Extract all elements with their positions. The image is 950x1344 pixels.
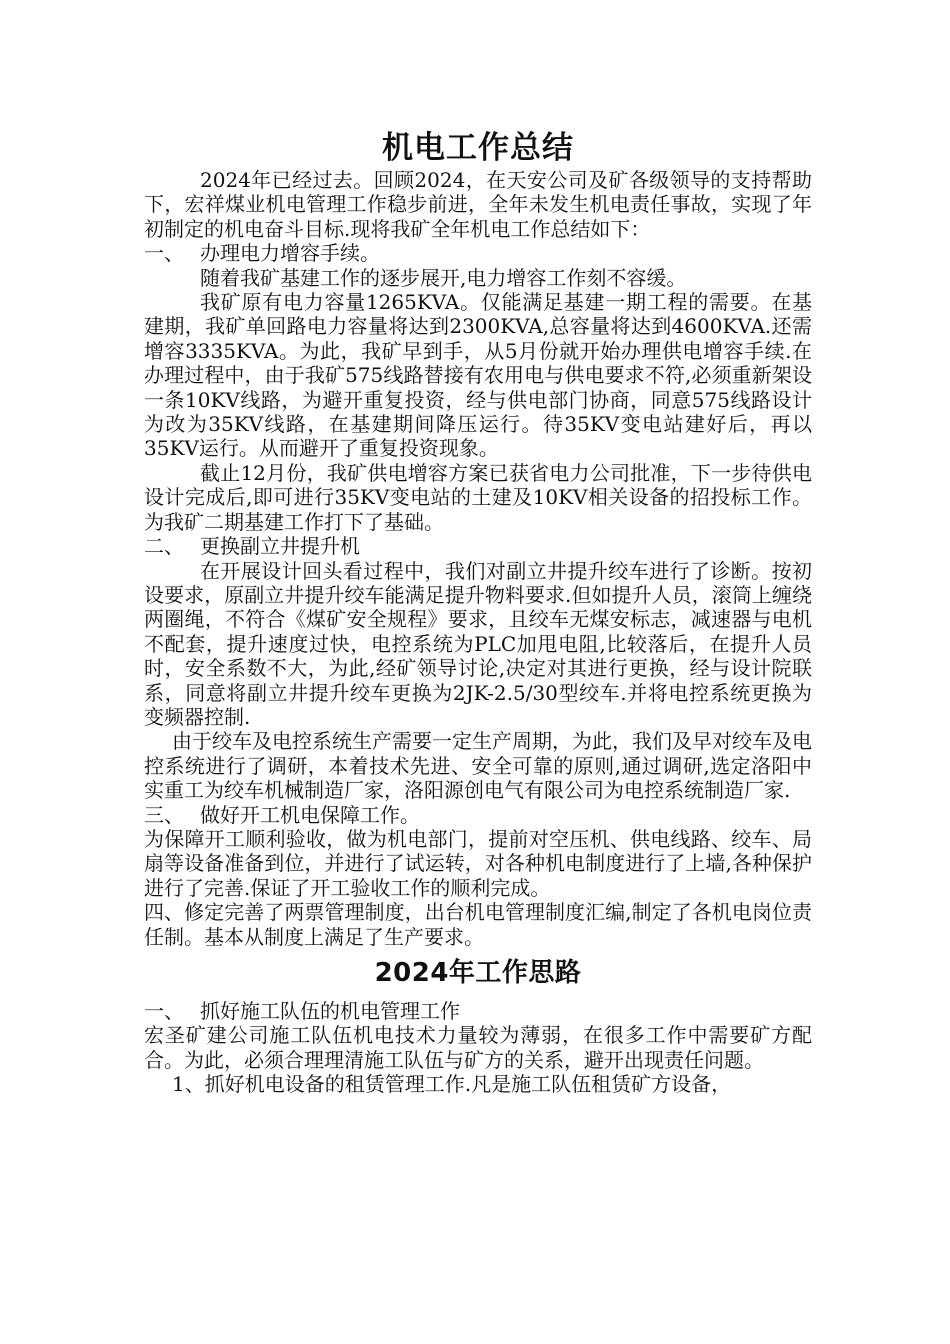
section-1-number: 一、 [144,241,184,266]
section-3-number: 三、 [144,802,184,827]
section-3-title: 做好开工机电保障工作。 [200,802,420,827]
plan-item-1-heading [144,999,812,1023]
plan-title: 2024年工作思路 [374,958,582,988]
section-2-paragraph: 在开展设计回头看过程中，我们对副立井提升绞车进行了诊断。按初设要求，原副立井提升绞车能满足提升物料要求.但如提升人员，滚筒上缠绕两圈绳，不符合《煤矿安全规程》要求，且绞车无煤安标志，减速器与电机不配套，提升速度过快，电控系统为PLC加甩电阻,比较落后，在提升人员时，安全系数不大，为此,经矿领导讨论,决定对其进行更换，经与设计院联系，同意将副立井提升绞车更换为2JK-2.5/30型绞车.并将电控系统更换为变频器控制. [144,558,812,729]
document-body [144,128,812,1097]
section-1-paragraph: 随着我矿基建工作的逐步展开,电力增容工作刻不容缓。 [200,265,687,290]
section-1-heading [144,241,812,265]
section-4-paragraph: 四、修定完善了两票管理制度，出台机电管理制度汇编,制定了各机电岗位责任制。基本从制度上满足了生产要求。 [144,900,812,949]
section-3-heading [144,803,812,827]
section-2-paragraph: 由于绞车及电控系统生产需要一定生产周期，为此，我们及早对绞车及电控系统进行了调研，本着技术先进、安全可靠的原则,通过调研,选定洛阳中实重工为绞车机械制造厂家，洛阳源创电气有限公司为电控系统制造厂家. [144,729,812,803]
intro-paragraph: 2024年已经过去。回顾2024，在天安公司及矿各级领导的支持帮助下，宏祥煤业机电管理工作稳步前进，全年未发生机电责任事故，实现了年初制定的机电奋斗目标.现将我矿全年机电工作总结如下： [144,168,812,241]
plan-paragraph: 1、抓好机电设备的租赁管理工作.凡是施工队伍租赁矿方设备， [172,1072,732,1097]
plan-item-1-number: 一、 [144,999,184,1023]
section-1-paragraph: 截止12月份，我矿供电增容方案已获省电力公司批准，下一步待供电设计完成后,即可进行35KV变电站的土建及10KV相关设备的招投标工作。为我矿二期基建工作打下了基础。 [144,460,812,534]
section-1-title: 办理电力增容手续。 [200,241,380,266]
section-3-paragraph: 为保障开工顺利验收，做为机电部门，提前对空压机、供电线路、绞车、局扇等设备准备到位，并进行了试运转，对各种机电制度进行了上墙,各种保护进行了完善.保证了开工验收工作的顺利完成。 [144,826,812,900]
section-1-paragraph: 我矿原有电力容量1265KVA。仅能满足基建一期工程的需要。在基建期，我矿单回路电力容量将达到2300KVA,总容量将达到4600KVA.还需增容3335KVA。为此，我矿早到手，从5月份就开始办理供电增容手续.在办理过程中，由于我矿575线路替接有农用电与供电要求不符,必须重新架设一条10KV线路，为避开重复投资，经与供电部门协商，同意575线路设计为改为35KV线路，在基建期间降压运行。待35KV变电站建好后，再以35KV运行。从而避开了重复投资现象。 [144,290,812,461]
plan-paragraph: 宏圣矿建公司施工队伍机电技术力量较为薄弱，在很多工作中需要矿方配合。为此，必须合理理清施工队伍与矿方的关系，避开出现责任问题。 [144,1023,812,1072]
document-title: 机电工作总结 [382,130,574,166]
plan-item-1-title: 抓好施工队伍的机电管理工作 [200,999,460,1023]
section-2-heading [144,534,812,558]
section-2-title: 更换副立井提升机 [200,534,360,559]
section-2-number: 二、 [144,534,184,559]
